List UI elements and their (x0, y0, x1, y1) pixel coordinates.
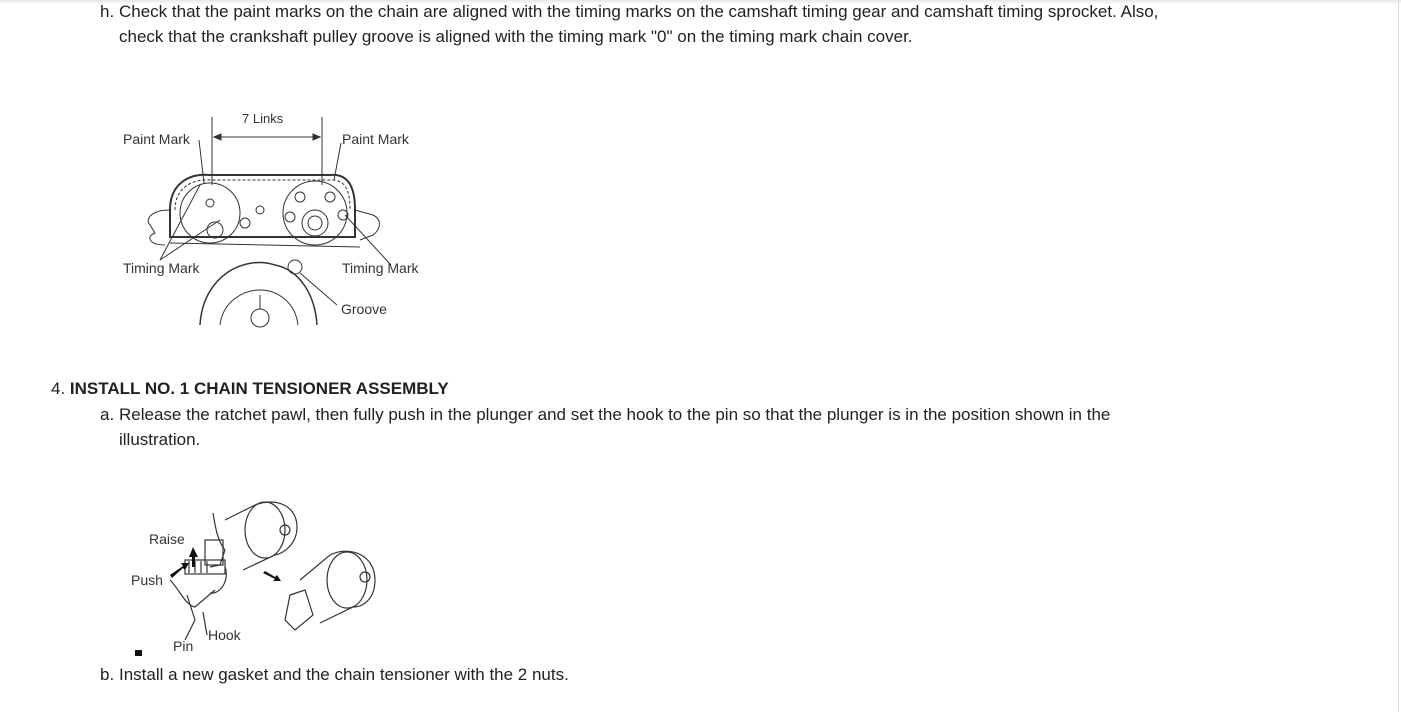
step-b (100, 662, 569, 687)
housing-right (355, 210, 379, 240)
label-timing-mark-left: Timing Mark (123, 260, 200, 276)
tensioner-body-lower (300, 551, 375, 623)
chain-tensioner-figure (125, 495, 385, 663)
sprocket-hole-3 (325, 192, 335, 202)
section-4-title: INSTALL NO. 1 CHAIN TENSIONER ASSEMBLY (69, 379, 449, 398)
gear-left-hub (207, 222, 223, 238)
tensioner-body-upper (225, 502, 297, 570)
step-a-text-line1: Release the ratchet pawl, then fully push in the plunger and set the hook to the pin so that the plunger is in the position shown in the (119, 405, 1111, 424)
crankshaft-hub (251, 309, 269, 327)
label-7-links: 7 Links (242, 111, 284, 126)
label-paint-mark-left: Paint Mark (123, 131, 190, 147)
raise-arrow-icon (189, 547, 198, 567)
step-h-marker: h. (100, 2, 115, 21)
housing-left (148, 210, 170, 245)
timing-mark-left-leader-1 (160, 185, 200, 260)
paint-mark-left-leader (199, 140, 204, 183)
scrollbar-track (1398, 0, 1399, 712)
pin (187, 595, 195, 620)
dimension-arrow-left (214, 134, 221, 140)
label-paint-mark-right: Paint Mark (342, 131, 409, 147)
sprocket-hub-outer (302, 210, 328, 236)
bolt-1 (240, 218, 250, 228)
step-a-text-line2: illustration. (119, 430, 201, 449)
sprocket-hole-1 (285, 212, 295, 222)
label-hook: Hook (208, 627, 241, 643)
housing-baseline (170, 243, 360, 247)
timing-mark-right-leader (345, 215, 391, 265)
step-b-text: Install a new gasket and the chain tensioner with the 2 nuts. (119, 665, 569, 684)
step-h-text-line1: Check that the paint marks on the chain are aligned with the timing marks on the camshaft timing gear and camshaft timing sprocket. Also, (119, 2, 1159, 21)
timing-chain-figure (115, 105, 435, 330)
step-a (100, 402, 1110, 452)
hook (210, 567, 226, 593)
sprocket-hub-inner (308, 216, 322, 230)
step-a-marker: a. (100, 405, 115, 424)
lower-ratchet (285, 590, 313, 630)
push-arrow-icon (170, 563, 189, 578)
hook-leader (203, 612, 207, 635)
camshaft-gear-left (180, 183, 240, 243)
label-pin: Pin (173, 638, 194, 654)
label-push: Push (131, 572, 163, 588)
timing-mark-zero (288, 260, 302, 274)
direction-arrow-icon (263, 571, 281, 581)
corner-mark-icon (135, 650, 142, 656)
pin-leader (185, 620, 195, 640)
sprocket-hole-2 (295, 192, 305, 202)
ratchet-pawl (205, 540, 223, 565)
crankshaft-pulley-inner (220, 290, 298, 325)
section-4-number: 4. (51, 379, 66, 398)
step-h-text-line2: check that the crankshaft pulley groove is aligned with the timing mark "0" on the timing mark chain cover. (119, 27, 913, 46)
gear-left-hole (206, 199, 214, 207)
label-groove: Groove (341, 301, 387, 317)
thumb-outline (170, 580, 215, 607)
label-raise: Raise (149, 531, 185, 547)
groove-leader (300, 273, 337, 305)
step-b-marker: b. (100, 665, 115, 684)
tensioner-flange-upper (245, 502, 285, 558)
bolt-2 (256, 206, 264, 214)
label-timing-mark-right: Timing Mark (342, 260, 419, 276)
section-4-heading (51, 376, 449, 401)
step-h (100, 0, 1158, 49)
dimension-arrow-right (313, 134, 320, 140)
tensioner-hole-lower (360, 572, 370, 582)
